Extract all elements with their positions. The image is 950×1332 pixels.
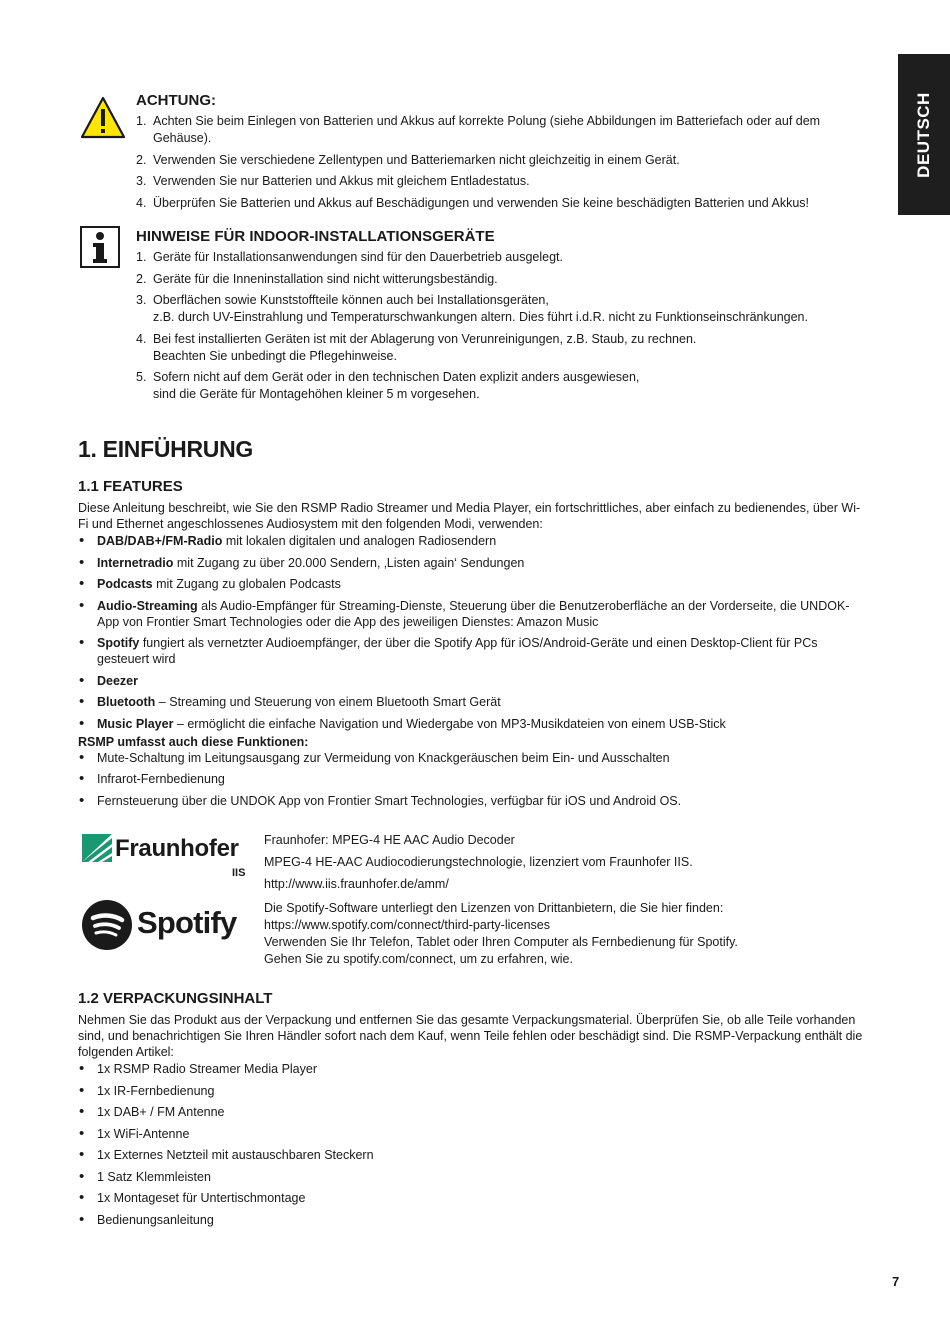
list-item: • 1 Satz Klemmleisten [78,1169,868,1185]
indoor-title: HINWEISE FÜR INDOOR-INSTALLATIONSGERÄTE [136,228,495,245]
item-text: Bei fest installierten Geräten ist mit der Ablagerung von Verunreinigungen, z.B. Staub, zu rechnen. [153,331,697,346]
item-number: 4. [136,195,147,210]
indoor-section [136,228,876,408]
item-number: 4. [136,331,147,346]
list-item: • Infrarot-Fernbedienung [78,771,868,787]
indoor-list [136,249,876,403]
item-text: Oberflächen sowie Kunststoffteile können auch bei Installationsgeräten, [153,293,549,307]
feature-desc: mit Zugang zu über 20.000 Sendern, ‚Listen again‘ Sendungen [173,555,525,570]
warning-icon-wrap [80,96,126,144]
feature-name: Audio-Streaming [97,598,198,613]
list-item: • 1x Montageset für Untertischmontage [78,1190,868,1206]
spotify-line: Die Spotify-Software unterliegt den Lizenzen von Drittanbietern, die Sie hier finden: [264,901,724,915]
package-intro: Nehmen Sie das Produkt aus der Verpackung und entfernen Sie das gesamte Verpackungsmaterial. Überprüfen Sie, ob alle Teile vorhanden sind, und benachrichtigen Sie Ihren Händler sofort nach dem Kauf, wenn Teile fehlen oder beschädigt sind. Die RSMP-Verpackung enthält die folgenden Artikel: [78,1013,863,1059]
list-item [78,533,868,549]
list-item [78,576,868,592]
features-title: 1.1 FEATURES [78,478,183,495]
list-item: • 1x RSMP Radio Streamer Media Player [78,1061,868,1077]
fraunhofer-logo-sub: IIS [232,867,246,879]
spotify-info [264,900,884,968]
features-list [78,533,868,732]
feature-name: Internetradio [97,555,174,570]
feature-name: Bluetooth [97,695,156,709]
feature-desc: – Streaming und Steuerung von einem Bluetooth Smart Gerät [155,695,501,709]
list-item: • 1x DAB+ / FM Antenne [78,1104,868,1120]
list-item: • 1x Externes Netzteil mit austauschbaren Steckern [78,1147,868,1163]
item-text: Überprüfen Sie Batterien und Akkus auf Beschädigungen und verwenden Sie keine beschädigten Batterien und Akkus! [153,195,809,210]
item-text: Verwenden Sie verschiedene Zellentypen und Batteriemarken nicht gleichzeitig in einem Gerät. [153,152,680,167]
warning-title: ACHTUNG: [136,92,216,109]
package-list [78,1061,868,1228]
list-item [136,292,876,326]
list-item: • 1x IR-Fernbedienung [78,1083,868,1099]
list-item [136,331,876,365]
package-section [78,990,868,1233]
spotify-line: Verwenden Sie Ihr Telefon, Tablet oder Ihren Computer als Fernbedienung für Spotify. [264,935,738,949]
list-item [78,555,868,571]
spotify-circle-icon [82,900,132,950]
fraunhofer-logo-text: Fraunhofer [115,835,239,862]
item-number: 3. [136,293,147,307]
list-item [136,173,876,190]
functions-list [78,750,868,809]
fraunhofer-url: http://www.iis.fraunhofer.de/amm/ [264,877,449,891]
item-number: 2. [136,271,147,286]
list-item [136,195,876,212]
feature-name: Podcasts [97,577,153,591]
item-text-continued: Beachten Sie unbedingt die Pflegehinweise. [153,348,397,363]
info-icon-wrap [80,226,120,273]
feature-name: Deezer [97,673,138,688]
list-item: • Bedienungsanleitung [78,1212,868,1228]
language-tab [898,54,950,215]
package-title: 1.2 VERPACKUNGSINHALT [78,990,273,1007]
section-title: 1. EINFÜHRUNG [78,436,254,462]
item-text-continued: z.B. durch UV-Einstrahlung und Temperaturschwankungen altern. Dies führt i.d.R. nicht zu Funktionseinschränkungen. [153,310,808,324]
feature-desc: mit lokalen digitalen und analogen Radiosendern [222,534,497,548]
list-item [136,249,876,266]
spotify-url: https://www.spotify.com/connect/third-party-licenses [264,918,550,932]
list-item: • 1x WiFi-Antenne [78,1126,868,1142]
feature-name: Music Player [97,716,174,731]
item-text: Achten Sie beim Einlegen von Batterien und Akkus auf korrekte Polung (siehe Abbildungen im Batteriefach oder auf dem Gehäuse). [153,114,821,145]
warning-list [136,113,876,212]
fraunhofer-info [264,832,884,893]
feature-desc: mit Zugang zu globalen Podcasts [152,577,341,591]
list-item [78,673,868,689]
feature-desc: fungiert als vernetzter Audioempfänger, der über die Spotify App für iOS/Android-Geräte und einen Desktop-Client für PCs gesteuert wird [97,636,818,666]
warning-triangle-icon [80,96,126,139]
item-text: Verwenden Sie nur Batterien und Akkus mit gleichem Entladestatus. [153,174,530,188]
item-text: Geräte für Installationsanwendungen sind für den Dauerbetrieb ausgelegt. [153,250,563,264]
info-icon [80,226,120,268]
list-item [136,369,876,403]
item-number: 3. [136,174,147,188]
spotify-line: Gehen Sie zu spotify.com/connect, um zu erfahren, wie. [264,952,573,966]
list-item: • Mute-Schaltung im Leitungsausgang zur Vermeidung von Knackgeräuschen beim Ein- und Ausschalten [78,750,868,766]
warning-section [136,92,876,216]
fraunhofer-line: MPEG-4 HE-AAC Audiocodierungstechnologie, lizenziert vom Fraunhofer IIS. [264,855,693,869]
item-number: 2. [136,152,147,167]
item-number: 1. [136,250,147,264]
list-item [136,113,876,147]
feature-name: Spotify [97,636,140,650]
list-item [78,716,868,732]
list-item [136,152,876,169]
spotify-logo [82,900,252,952]
list-item: • Fernsteuerung über die UNDOK App von Frontier Smart Technologies, verfügbar für iOS und Android OS. [78,793,868,809]
feature-desc: – ermöglicht die einfache Navigation und Wiedergabe von MP3-Musikdateien von einem USB-Stick [173,716,726,731]
fraunhofer-mark-icon [82,834,112,862]
item-number: 5. [136,370,147,384]
page-number: 7 [892,1274,900,1289]
list-item [136,271,876,288]
feature-name: DAB/DAB+/FM-Radio [97,534,223,548]
language-tab-label: DEUTSCH [914,91,933,178]
list-item [78,598,868,630]
features-section [78,478,868,814]
fraunhofer-logo [82,834,250,880]
item-number: 1. [136,114,147,128]
feature-desc: als Audio-Empfänger für Streaming-Dienste, Steuerung über die Benutzeroberfläche an der Vorderseite, die UNDOK-App von Frontier Smart Technologies oder die App des jeweiligen Dienstes: Amazon Music [97,598,850,629]
functions-subtitle: RSMP umfasst auch diese Funktionen: [78,734,309,749]
item-text-continued: sind die Geräte für Montagehöhen kleiner 5 m vorgesehen. [153,387,480,401]
item-text: Geräte für die Inneninstallation sind nicht witterungsbeständig. [153,271,498,286]
features-intro: Diese Anleitung beschreibt, wie Sie den RSMP Radio Streamer und Media Player, ein fortschrittliches, aber einfach zu bedienendes, über Wi-Fi und Ethernet angeschlossenes Audiosystem mit den folgenden Modi, verwenden: [78,501,861,531]
list-item [78,694,868,710]
spotify-logo-text: Spotify [137,905,237,940]
fraunhofer-line: Fraunhofer: MPEG-4 HE AAC Audio Decoder [264,833,515,847]
list-item [78,635,868,667]
item-text: Sofern nicht auf dem Gerät oder in den technischen Daten explizit anders ausgewiesen, [153,370,640,384]
